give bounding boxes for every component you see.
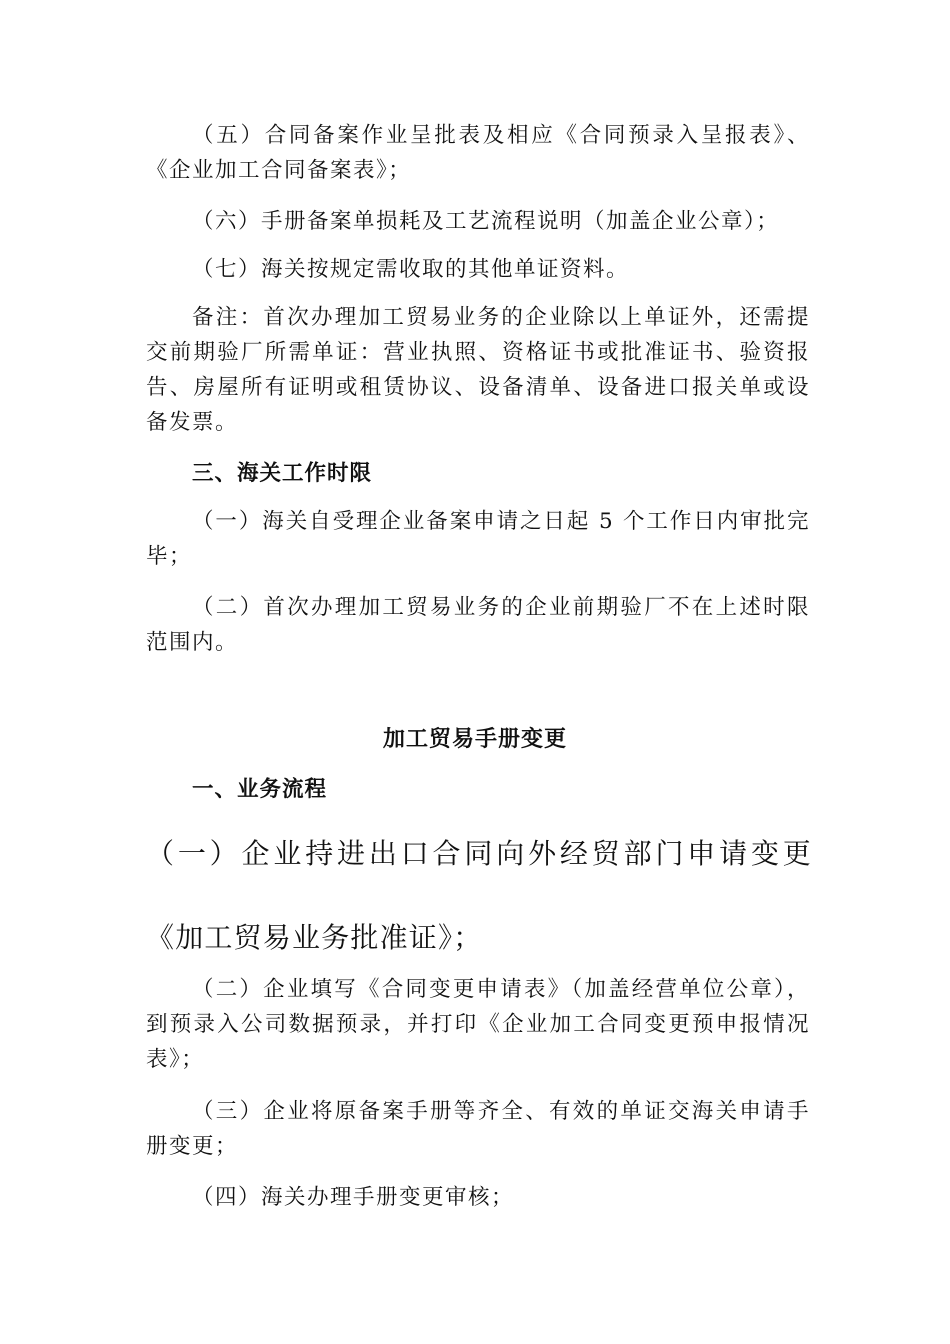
time-limit-item-2: （二）首次办理加工贸易业务的企业前期验厂不在上述时限范围内。 [146, 595, 810, 655]
process-item-2: （二）企业填写《合同变更申请表》（加盖经营单位公章），到预录入公司数据预录，并打印《企业加工合同变更预申报情况表》； [146, 977, 810, 1072]
section-title-manual-change: 加工贸易手册变更 [382, 727, 567, 752]
section-heading-time-limit: 三、海关工作时限 [192, 461, 373, 486]
process-item-1: （一）企业持进出口合同向外经贸部门申请变更《加工贸易业务批准证》； [146, 837, 812, 954]
section-heading-process: 一、业务流程 [192, 777, 328, 802]
paragraph-note: 备注：首次办理加工贸易业务的企业除以上单证外，还需提交前期验厂所需单证：营业执照、资格证书或批准证书、验资报告、房屋所有证明或租赁协议、设备清单、设备进口报关单或设备发票。 [146, 305, 810, 435]
paragraph-item-5: （五）合同备案作业呈批表及相应《合同预录入呈报表》、《企业加工合同备案表》； [146, 123, 810, 183]
paragraph-item-7: （七）海关按规定需收取的其他单证资料。 [192, 257, 630, 282]
process-item-4: （四）海关办理手册变更审核； [192, 1185, 515, 1210]
time-limit-item-1: （一）海关自受理企业备案申请之日起 5 个工作日内审批完毕； [146, 509, 810, 569]
paragraph-item-6: （六）手册备案单损耗及工艺流程说明（加盖企业公章）； [192, 209, 780, 234]
process-item-3: （三）企业将原备案手册等齐全、有效的单证交海关申请手册变更； [146, 1099, 810, 1159]
